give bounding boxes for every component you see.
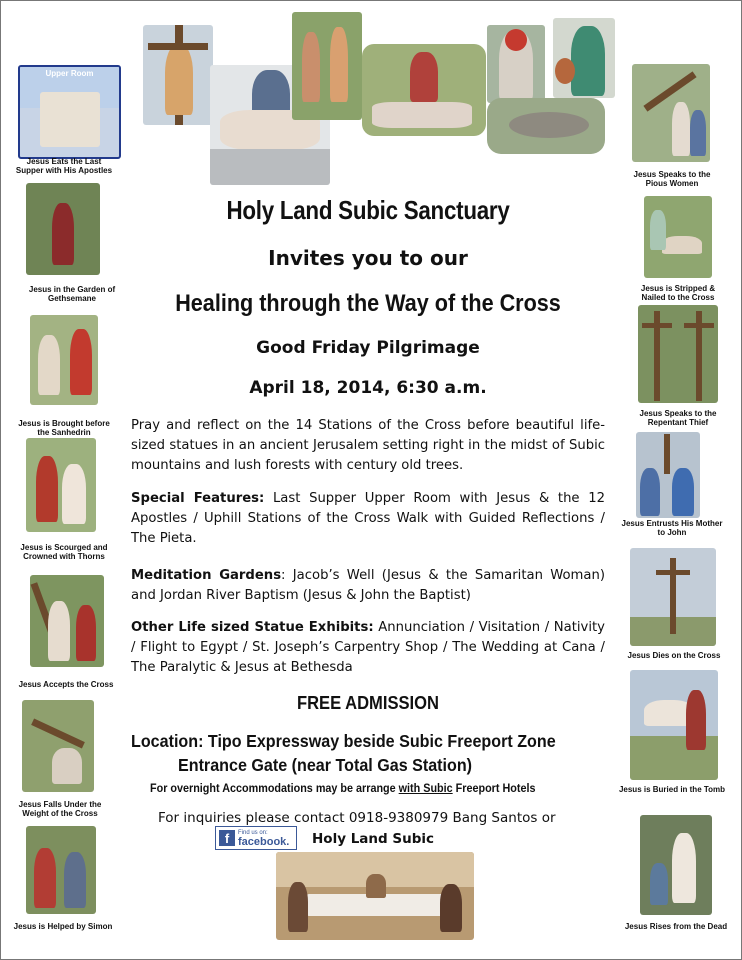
last-supper-photo bbox=[276, 852, 474, 940]
right-station-caption-4: Jesus Entrusts His Mother to John bbox=[621, 519, 723, 537]
free-admission: FREE ADMISSION bbox=[296, 693, 439, 713]
special-features-label: Special Features: bbox=[131, 491, 265, 506]
right-station-caption-3: Jesus Speaks to the Repentant Thief bbox=[639, 409, 717, 427]
right-station-photo-2 bbox=[644, 196, 712, 278]
sanctuary-title: Holy Land Subic Sanctuary bbox=[226, 195, 510, 225]
right-station-photo-6 bbox=[630, 670, 718, 780]
right-station-photo-5 bbox=[630, 548, 716, 646]
resting-figures-photo bbox=[362, 44, 486, 136]
right-station-caption-7: Jesus Rises from the Dead bbox=[624, 922, 728, 931]
left-station-caption-6: Jesus Falls Under the Weight of the Cross bbox=[18, 800, 102, 818]
right-station-caption-2: Jesus is Stripped & Nailed to the Cross bbox=[640, 284, 716, 302]
left-station-photo-1 bbox=[18, 65, 121, 159]
right-station-caption-6: Jesus is Buried in the Tomb bbox=[618, 785, 726, 794]
event-date-time: April 18, 2014, 6:30 a.m. bbox=[249, 378, 487, 398]
meditation-gardens-label: Meditation Gardens bbox=[131, 568, 282, 583]
left-station-photo-4 bbox=[26, 438, 96, 532]
event-name: Healing through the Way of the Cross bbox=[175, 290, 561, 317]
statue-exhibits-paragraph bbox=[131, 618, 605, 678]
right-station-photo-4 bbox=[636, 432, 700, 518]
inquiry-contact: For inquiries please contact 0918-9380979 Bang Santos or bbox=[158, 810, 556, 826]
left-station-caption-4: Jesus is Scourged and Crowned with Thorns bbox=[20, 543, 108, 561]
right-station-caption-1: Jesus Speaks to the Pious Women bbox=[633, 170, 711, 188]
facebook-icon: f bbox=[219, 830, 235, 846]
left-station-photo-7 bbox=[26, 826, 96, 914]
left-station-photo-6 bbox=[22, 700, 94, 792]
right-station-photo-1 bbox=[632, 64, 710, 162]
accommodation-underlined: with Subic bbox=[398, 781, 453, 795]
facebook-wordmark: facebook. bbox=[238, 836, 290, 848]
meditation-gardens-paragraph bbox=[131, 566, 605, 606]
crucifix-photo bbox=[143, 25, 213, 125]
facebook-handle: Holy Land Subic bbox=[312, 831, 435, 847]
left-station-caption-2: Jesus in the Garden of Gethsemane bbox=[28, 285, 116, 303]
right-station-caption-5: Jesus Dies on the Cross bbox=[627, 651, 721, 660]
accommodation-note: For overnight Accommodations may be arrange with Subic Freeport Hotels bbox=[150, 781, 536, 795]
jacobs-well-photo bbox=[487, 98, 605, 154]
left-station-caption-1: Jesus Eats the Last Supper with His Apostles bbox=[15, 157, 113, 175]
right-station-photo-3 bbox=[638, 305, 718, 403]
woman-with-jar-photo bbox=[553, 18, 615, 98]
left-station-caption-5: Jesus Accepts the Cross bbox=[18, 680, 114, 689]
left-station-caption-3: Jesus is Brought before the Sanhedrin bbox=[18, 419, 110, 437]
facebook-find-us: Find us on: bbox=[238, 830, 268, 836]
location-line-2: Entrance Gate (near Total Gas Station) bbox=[178, 755, 473, 775]
intro-paragraph: Pray and reflect on the 14 Stations of the Cross before beautiful life-sized statues in an ancient Jerusalem setting right in the midst of Subic mountains and lush forests with century old trees. bbox=[131, 418, 605, 473]
left-station-photo-2 bbox=[26, 183, 100, 275]
statue-exhibits-label: Other Life sized Statue Exhibits: bbox=[131, 620, 374, 635]
right-station-photo-7 bbox=[640, 815, 712, 915]
invite-line: Invites you to our bbox=[268, 246, 468, 270]
facebook-badge[interactable] bbox=[215, 826, 297, 850]
meditation-gardens-text: : Jacob’s Well (Jesus & the Samaritan Woman) and Jordan River Baptism (Jesus & John the Baptist) bbox=[131, 568, 605, 603]
left-station-photo-5 bbox=[30, 575, 104, 667]
pilgrimage-subtitle: Good Friday Pilgrimage bbox=[256, 338, 480, 358]
upper-room-label: Upper Room bbox=[45, 69, 94, 78]
location-line-1: Location: Tipo Expressway beside Subic Freeport Zone bbox=[131, 731, 556, 751]
left-station-caption-7: Jesus is Helped by Simon bbox=[13, 922, 113, 931]
special-features-paragraph bbox=[131, 489, 605, 549]
left-station-photo-3 bbox=[30, 315, 98, 405]
figures-photo bbox=[292, 12, 362, 120]
samaritan-woman-photo bbox=[487, 25, 545, 103]
statue-exhibits-text: Annunciation / Visitation / Nativity / Flight to Egypt / St. Joseph’s Carpentry Shop / The Wedding at Cana / The Paralytic & Jesus at Bethesda bbox=[131, 620, 605, 675]
special-features-text: Last Supper Upper Room with Jesus & the 12 Apostles / Uphill Stations of the Cross Walk with Guided Reflections / The Pieta. bbox=[131, 491, 605, 546]
